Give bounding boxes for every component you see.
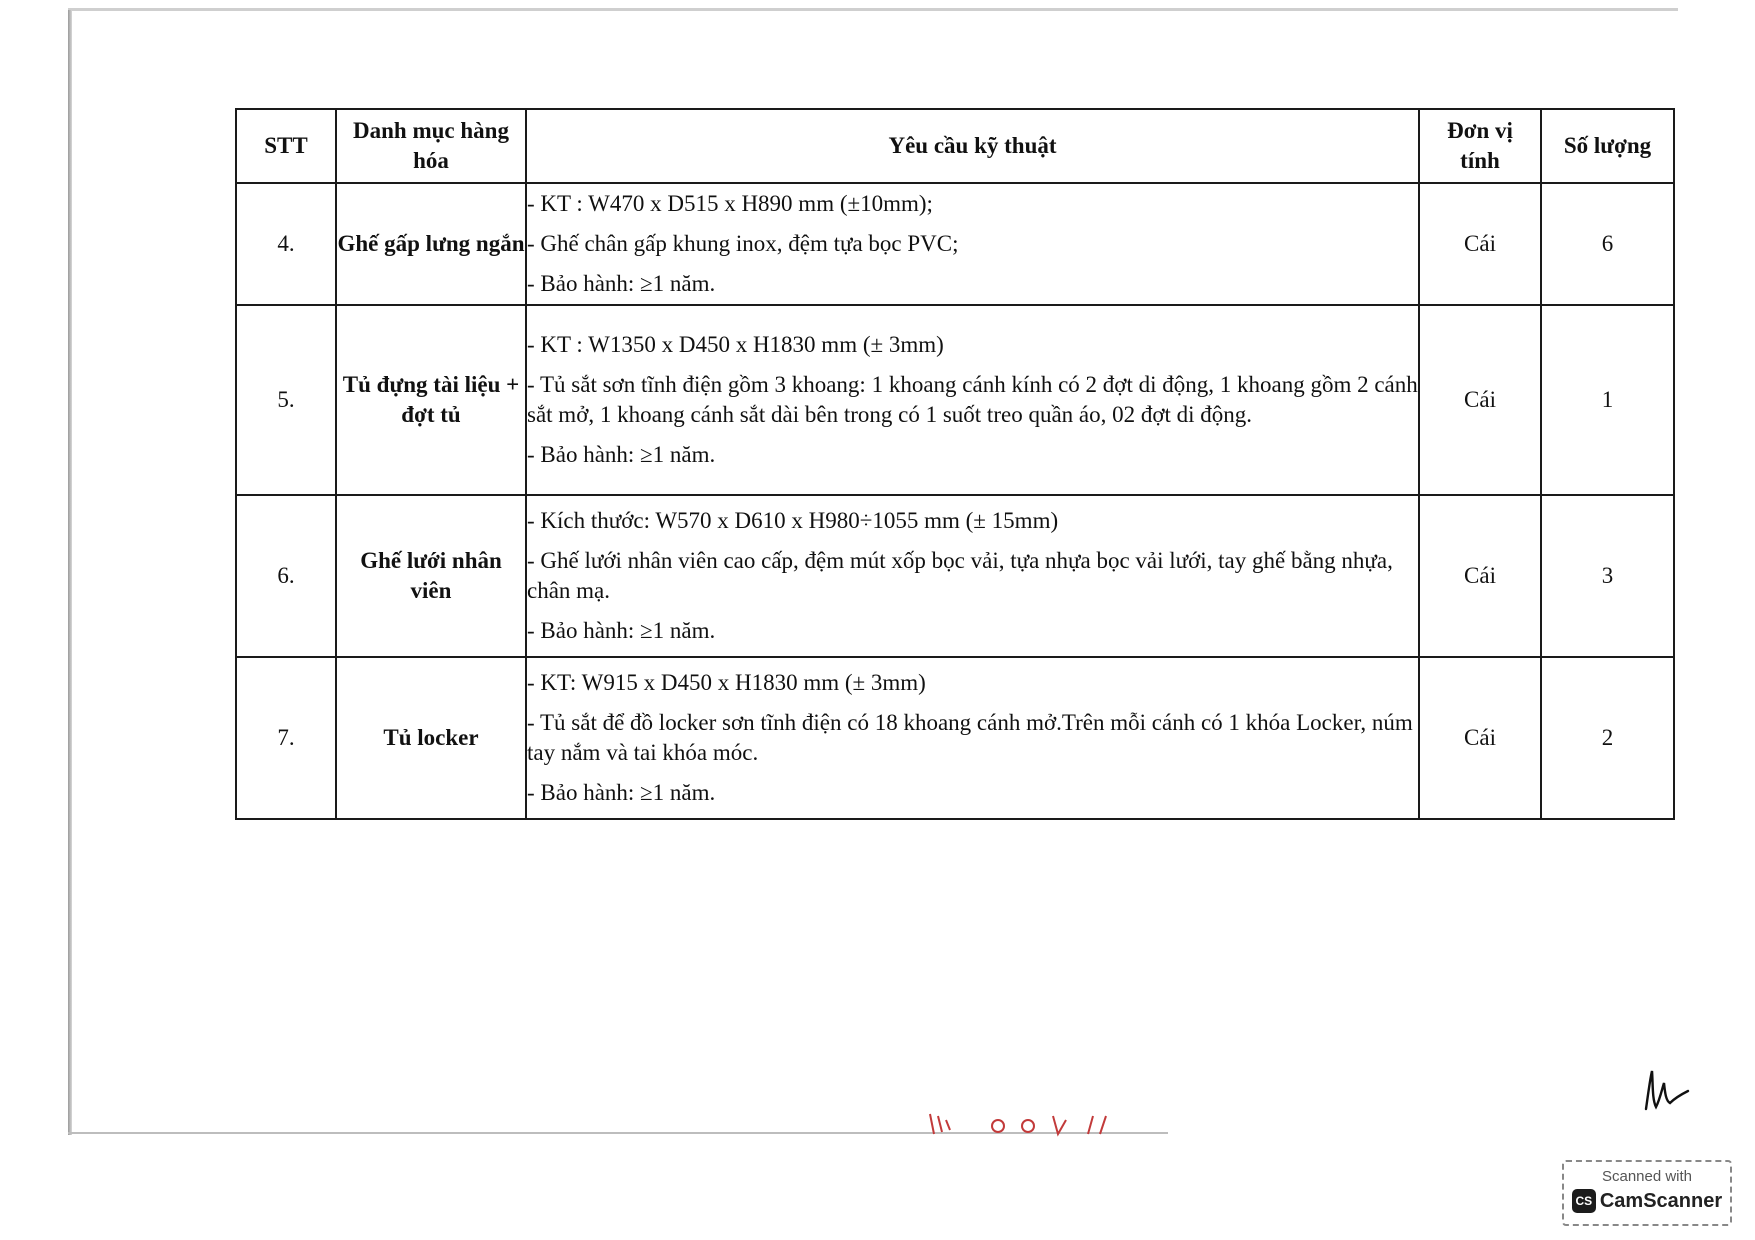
row-unit: Cái [1419,495,1541,657]
row-item-name: Tủ đựng tài liệu + đợt tủ [336,305,526,495]
requirement-line: - KT: W915 x D450 x H1830 mm (± 3mm) [527,670,926,696]
stamp-marks-icon [928,1110,1128,1138]
header-requirements: Yêu cầu kỹ thuật [526,109,1419,183]
requirement-line: - Ghế lưới nhân viên cao cấp, đệm mút xốp bọc vải, tựa nhựa bọc vải lưới, tay ghế bằng nhựa, chân mạ. [527,548,1393,603]
requirement-line: - Bảo hành: ≥1 năm. [527,779,716,805]
table-header-row [236,109,1674,183]
row-item-name: Tủ locker [336,657,526,819]
page-edge-top [68,8,1678,11]
row-stt: 5. [236,305,336,495]
requirement-line: - Bảo hành: ≥1 năm. [527,617,716,643]
header-stt: STT [236,109,336,183]
row-unit: Cái [1419,183,1541,305]
requirement-line: - Tủ sắt sơn tĩnh điện gồm 3 khoang: 1 khoang cánh kính có 2 đợt di động, 1 khoang gồm 2 cánh sắt mở, 1 khoang cánh sắt dài bên trong có 1 suốt treo quần áo, 02 đợt di động. [527,372,1418,427]
requirement-line: - Bảo hành: ≥1 năm. [527,270,716,296]
row-stt: 4. [236,183,336,305]
camscanner-brand [1564,1189,1730,1213]
row-requirements [526,657,1419,819]
camscanner-name: CamScanner [1599,1189,1723,1212]
camscanner-badge [1562,1160,1732,1226]
row-stt: 6. [236,495,336,657]
page-edge-left [68,10,72,1135]
table-row [236,305,1674,495]
table-row [236,657,1674,819]
specification-table [235,108,1675,820]
header-quantity: Số lượng [1541,109,1674,183]
row-unit: Cái [1419,305,1541,495]
requirement-line: - Kích thước: W570 x D610 x H980÷1055 mm (± 15mm) [527,508,1059,534]
row-quantity: 2 [1541,657,1674,819]
header-category: Danh mục hàng hóa [336,109,526,183]
table-row [236,495,1674,657]
row-quantity: 3 [1541,495,1674,657]
requirement-line: - Tủ sắt để đồ locker sơn tĩnh điện có 18 khoang cánh mở.Trên mỗi cánh có 1 khóa Locker, núm tay nắm và tai khóa móc. [527,710,1413,765]
row-item-name: Ghế gấp lưng ngắn [336,183,526,305]
header-unit: Đơn vị tính [1419,109,1541,183]
row-requirements [526,305,1419,495]
camscanner-logo-icon: CS [1572,1189,1596,1213]
row-requirements [526,183,1419,305]
table-row [236,183,1674,305]
camscanner-caption: Scanned with [1601,1168,1693,1185]
requirement-line: - KT : W1350 x D450 x H1830 mm (± 3mm) [527,332,944,358]
row-requirements [526,495,1419,657]
signature-icon [1640,1065,1690,1115]
row-unit: Cái [1419,657,1541,819]
requirement-line: - Ghế chân gấp khung inox, đệm tựa bọc PVC; [527,231,959,257]
row-stt: 7. [236,657,336,819]
requirement-line: - Bảo hành: ≥1 năm. [527,441,716,467]
row-quantity: 6 [1541,183,1674,305]
row-quantity: 1 [1541,305,1674,495]
row-item-name: Ghế lưới nhân viên [336,495,526,657]
requirement-line: - KT : W470 x D515 x H890 mm (±10mm); [527,191,933,217]
